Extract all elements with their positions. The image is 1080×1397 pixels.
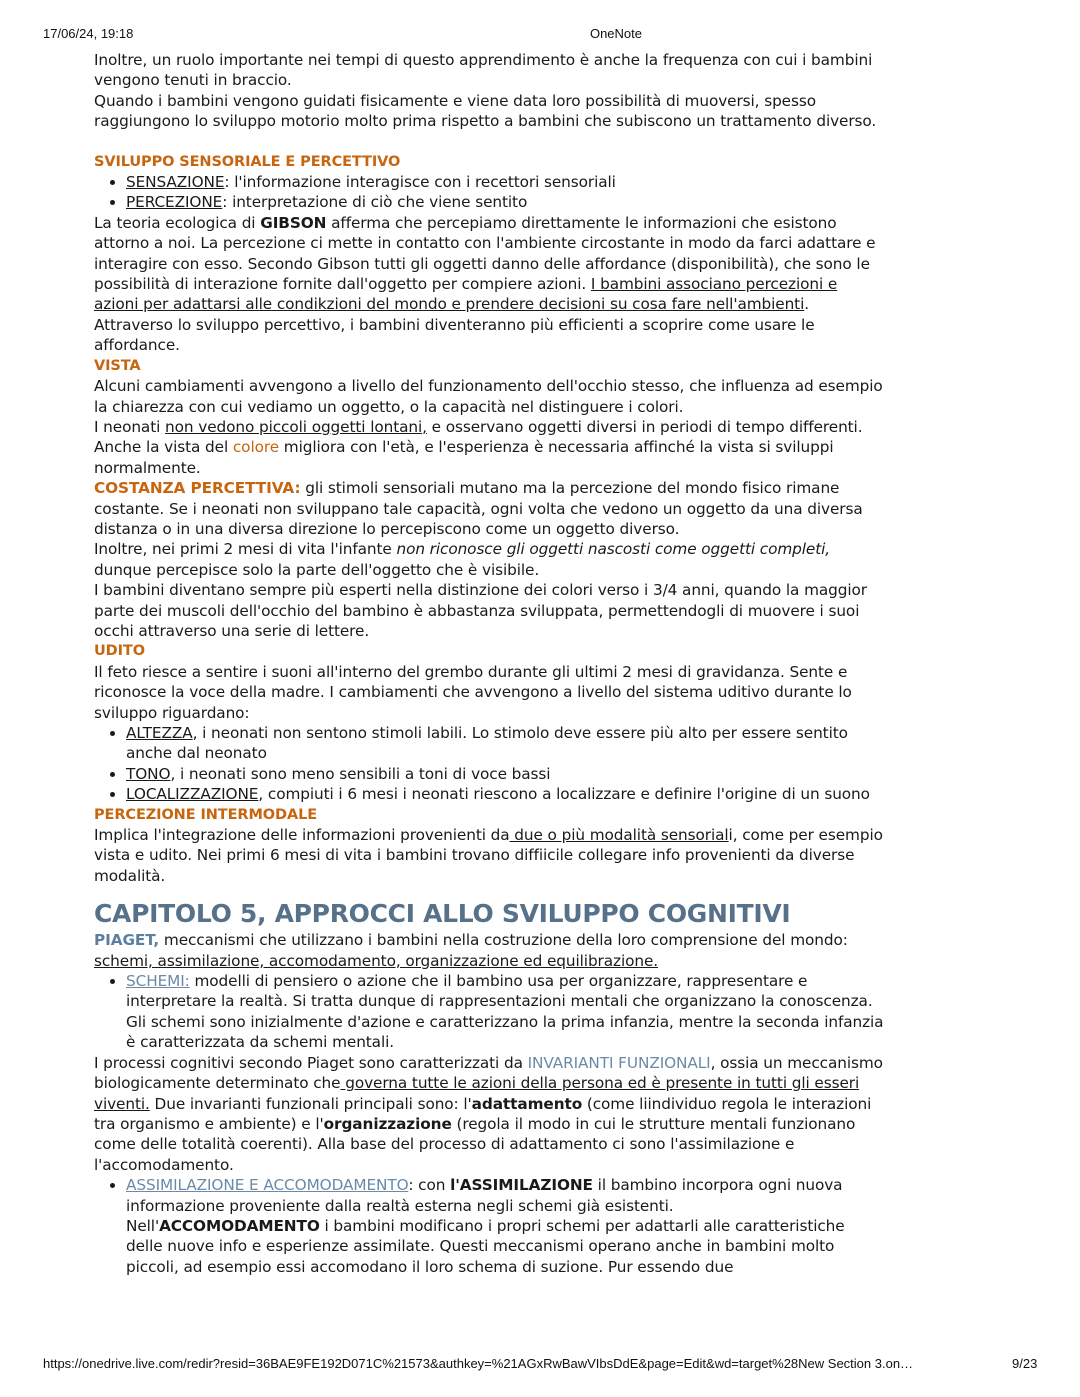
paragraph: Alcuni cambiamenti avvengono a livello del funzionamento dell'occhio stesso, che influenza ad esempio la chiarezza con cui vediamo un oggetto, o la capacità nel distinguere i colori. [94,377,883,416]
definition: : l'informazione interagisce con i recettori sensoriali [224,173,616,192]
text: dunque percepisce solo la parte dell'oggetto che è visibile. [94,560,540,579]
print-datetime: 17/06/24, 19:18 [43,26,134,41]
definition: , i neonati non sentono stimoli labili. Lo stimolo deve essere più alto per essere sentito anche dal neonato [126,724,848,763]
underlined-text: I bambini associano percezioni e azioni per adattarsi alle condikzioni del mondo e prendere decisioni su cosa fare nell'ambienti [94,275,838,314]
list-item [126,784,884,804]
text: : con [408,1176,451,1195]
text: il bambino incorpora ogni nuova informazione proveniente dalla realtà esterna negli schemi già esistenti. [126,1176,843,1215]
bold-text: adattamento [471,1094,583,1113]
list-item [126,764,884,784]
highlight-text: INVARIANTI FUNZIONALI [527,1053,711,1072]
text: . Attraverso lo sviluppo percettivo, i bambini diventeranno più efficienti a scoprire come usare le affordance. [94,295,815,355]
chapter-title: CAPITOLO 5, APPROCCI ALLO SVILUPPO COGNITIVI [94,899,791,929]
definition: , compiuti i 6 mesi i neonati riescono a localizzare e definire l'origine di un suono [258,785,870,804]
text: Inoltre, nei primi 2 mesi di vita l'infante [94,540,397,559]
paragraph: Inoltre, un ruolo importante nei tempi di questo apprendimento è anche la frequenza con cui i bambini vengono tenuti in braccio. [94,51,873,90]
bold-text: l'ASSIMILAZIONE [450,1176,593,1195]
list-item [126,1175,884,1277]
section-heading-vista: VISTA [94,357,141,374]
paragraph: Quando i bambini vengono guidati fisicamente e viene data loro possibilità di muoversi, spesso raggiungono lo sviluppo motorio molto prima rispetto a bambini che subiscono un trattamento diverso. [94,91,877,131]
term: LOCALIZZAZIONE [126,785,259,804]
list-item [126,971,884,1053]
definition: modelli di pensiero o azione che il bambino usa per organizzare, rappresentare e interpretare la realtà. Si tratta dunque di rappresentazioni mentali che organizzano la conoscenza. Gli schemi sono inizialmente d'azione e caratterizzano la prima infanzia, mentre la seconda infanzia è caratterizzata da schemi mentali. [126,972,884,1052]
text: gli stimoli sensoriali mutano ma la percezione del mondo fisico rimane costante. Se i neonati non sviluppano tale capacità, ogni volta che vedono un oggetto da una diversa distanza o in una diversa direzione lo percepiscono come un oggetto diverso. [94,479,863,538]
text: I neonati [94,417,166,436]
assimilazione-list [94,1175,884,1277]
list-item [126,172,884,192]
text: afferma che percepiamo direttamente le informazioni che esistono attorno a noi. La percezione ci mette in contatto con l'ambiente circostante in modo da farci adattare e interagire con esso. Secondo Gibson tutti gli oggetti danno delle affordance (disponibilità), che sono le possibilità di interazione fornite dall'oggetto per compiere azioni. [94,213,876,294]
underlined-text: schemi, assimilazione, accomodamento, organizzazione ed equilibrazione. [94,951,659,970]
text: i, come per esempio vista e udito. Nei primi 6 mesi di vita i bambini trovano diffiicile collegare info provenienti da diverse modalità. [94,826,883,885]
text: La teoria ecologica di [94,213,261,232]
text: Due invarianti funzionali principali sono: l' [149,1094,472,1113]
text: , ossia un meccanismo biologicamente determinato che [94,1053,883,1093]
text: I processi cognitivi secondo Piaget sono caratterizzati da [94,1053,528,1072]
term: TONO [126,764,171,783]
text: migliora con l'età, e l'esperienza è necessaria affinché la vista si sviluppi normalmente. [94,438,834,477]
section-heading-intermodale: PERCEZIONE INTERMODALE [94,806,318,823]
list-item [126,723,884,764]
term: SCHEMI: [126,972,190,991]
paragraph [94,417,884,478]
paragraph [94,1053,884,1175]
term: COSTANZA PERCETTIVA: [94,479,301,498]
paragraph: I bambini diventano sempre più esperti nella distinzione dei colori verso i 3/4 anni, quando la maggior parte dei muscoli dell'occhio del bambino è abbastanza sviluppata, permettendogli di muovere i suoi occhi attraverso una serie di lettere. [94,581,867,640]
paragraph-gibson [94,213,884,356]
bold-text: organizzazione [323,1114,452,1133]
highlight-text: colore [232,438,280,457]
paragraph-piaget [94,930,884,971]
italic-text: non riconosce gli oggetti nascosti come oggetti completi, [396,540,831,559]
schemi-list [94,971,884,1053]
paragraph [94,539,884,580]
underlined-text: due o più modalità sensorial [509,826,729,845]
print-title: OneNote [589,26,643,41]
page-number: 9/23 [1012,1356,1038,1371]
list-item [126,192,884,212]
text: (come liindividuo regola le interazioni tra organismo e ambiente) e l' [94,1094,872,1133]
page-content [94,50,884,1277]
section-heading-udito: UDITO [94,643,145,660]
term: SENSAZIONE [126,173,225,192]
section-heading-sensoriale: SVILUPPO SENSORIALE E PERCETTIVO [94,153,401,170]
paragraph: Il feto riesce a sentire i suoni all'interno del grembo durante gli ultimi 2 mesi di gravidanza. Sente e riconosce la voce della madre. I cambiamenti che avvengono a livello del sistema uditivo durante lo sviluppo riguardano: [94,662,852,722]
piaget-name: PIAGET, [94,931,160,950]
definition: , i neonati sono meno sensibili a toni di voce bassi [170,764,551,783]
text: Nell' [126,1216,160,1235]
udito-list [94,723,884,805]
definition: : interpretazione di ciò che viene sentito [222,193,528,212]
paragraph [94,825,884,886]
term: PERCEZIONE [126,193,223,212]
term: ASSIMILAZIONE E ACCOMODAMENTO [126,1176,409,1195]
sensoriale-list [94,172,884,213]
underlined-text: governa tutte le azioni della persona ed è presente in tutti gli esseri viventi. [94,1074,860,1113]
print-url: https://onedrive.live.com/redir?resid=36BAE9FE192D071C%21573&authkey=%21AGxRwBawVIbsDdE&page=Edit&wd=target%28New Section 3.on… [43,1356,914,1371]
text: e osservano oggetti diversi in periodi di tempo differenti. Anche la vista del [94,417,863,457]
text: (regola il modo in cui le strutture mentali funzionano come delle totalità coerenti). Alla base del processo di adattamento ci sono l'assimilazione e l'accomodamento. [94,1114,856,1174]
paragraph-costanza [94,478,884,539]
term: ALTEZZA [126,724,193,742]
gibson-name: GIBSON [260,213,327,232]
text: i bambini modificano i propri schemi per adattarli alle caratteristiche delle nuove info e esperienze assimilate. Questi meccanismi operano anche in bambini molto piccoli, ad esempio essi accomodano il loro schema di suzione. Pur essendo due [126,1216,845,1276]
text: Implica l'integrazione delle informazioni provenienti da [94,826,510,845]
bold-text: ACCOMODAMENTO [159,1216,320,1235]
underlined-text: non vedono piccoli oggetti lontani, [165,417,427,436]
text: meccanismi che utilizzano i bambini nella costruzione della loro comprensione del mondo: [159,931,848,950]
